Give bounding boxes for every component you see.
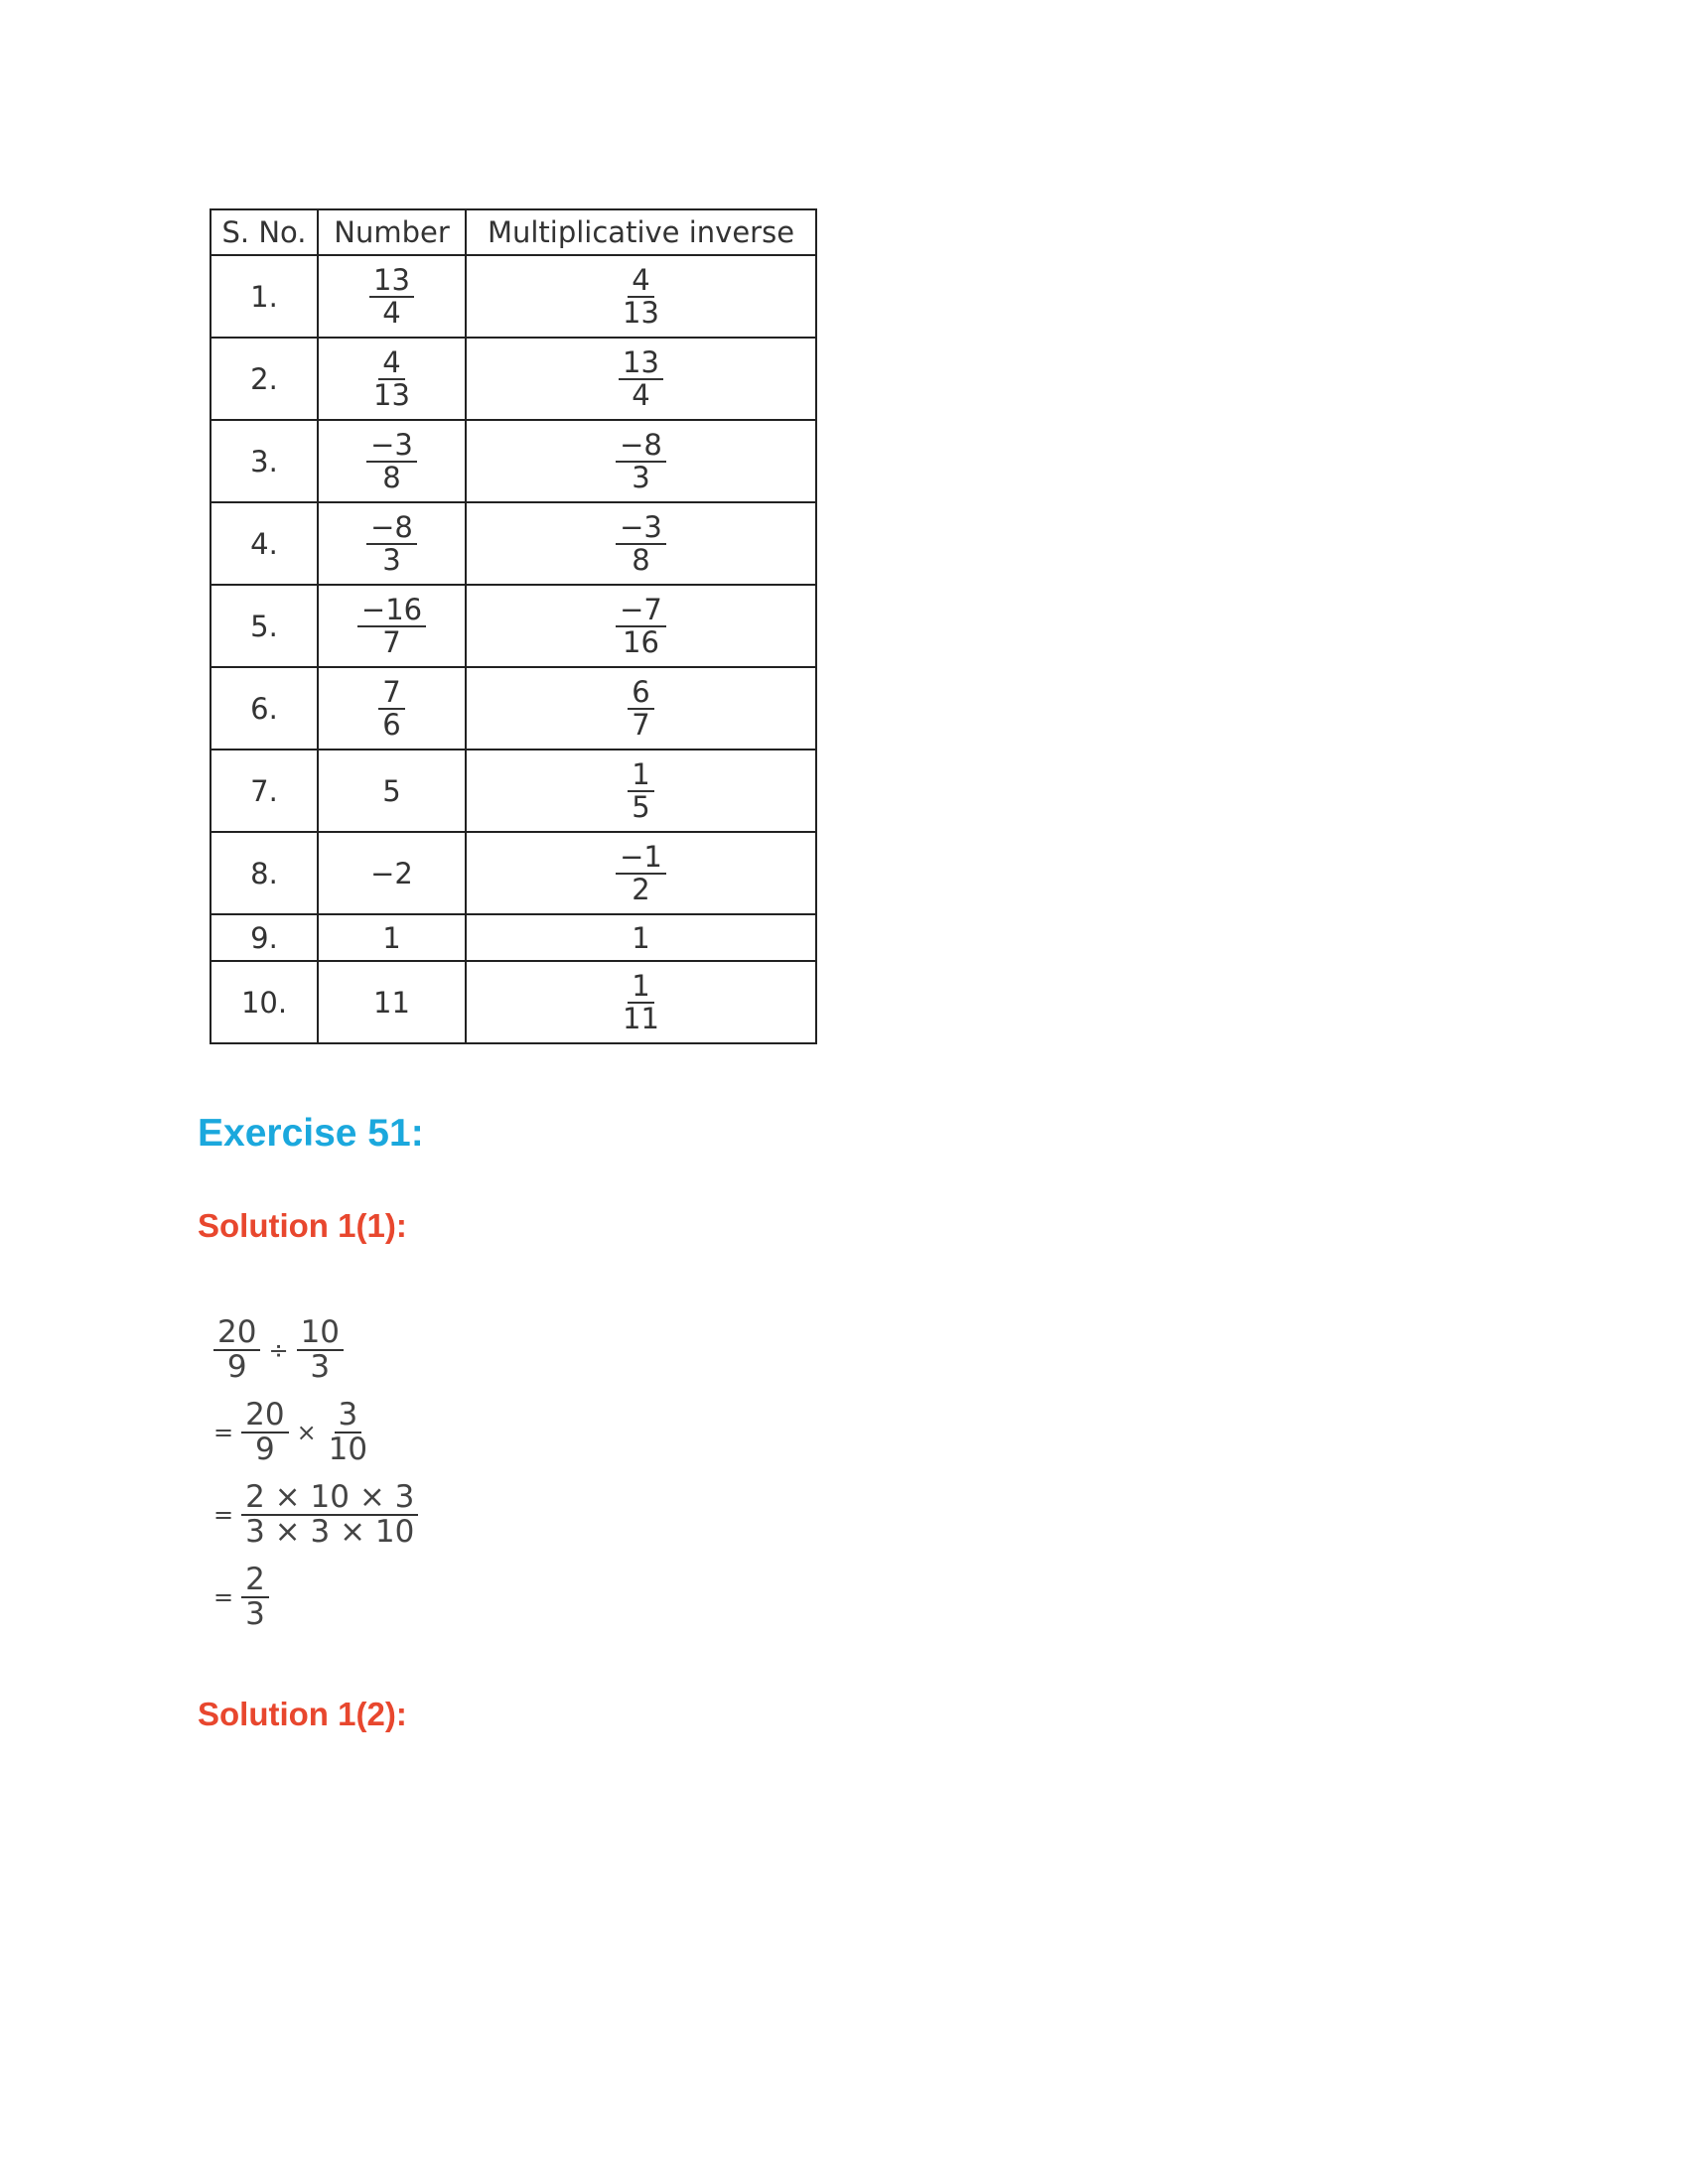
fraction	[378, 677, 404, 740]
fraction	[297, 1313, 344, 1385]
fraction	[619, 347, 663, 410]
fraction	[619, 971, 663, 1033]
math-line-1	[213, 1308, 418, 1391]
multiplicative-inverse-table	[210, 208, 817, 1044]
table-row	[211, 585, 816, 667]
sno-cell: 5.	[211, 585, 318, 667]
fraction	[616, 595, 666, 657]
numerator: 1	[628, 759, 653, 791]
fraction	[213, 1313, 260, 1385]
inverse-cell	[466, 832, 816, 914]
denominator: 7	[632, 707, 650, 742]
numerator: −3	[366, 430, 417, 462]
solution-1-1-heading: Solution 1(1):	[198, 1207, 407, 1244]
denominator: 3	[632, 460, 650, 494]
inverse-cell	[466, 338, 816, 420]
denominator: 5	[632, 789, 650, 824]
inverse-cell	[466, 255, 816, 338]
exercise-heading: Exercise 51:	[198, 1112, 424, 1155]
inverse-cell: 1	[466, 914, 816, 961]
math-line-4	[213, 1556, 418, 1638]
table-row	[211, 750, 816, 832]
header-inverse: Multiplicative inverse	[466, 209, 816, 255]
numerator: −7	[616, 595, 666, 626]
denominator: 7	[382, 624, 401, 659]
numerator: 4	[378, 347, 404, 379]
table-row	[211, 961, 816, 1043]
sno-cell: 10.	[211, 961, 318, 1043]
equals: =	[213, 1582, 234, 1611]
sno-cell: 7.	[211, 750, 318, 832]
numerator: 13	[619, 347, 663, 379]
sno-cell: 1.	[211, 255, 318, 338]
denominator: 8	[382, 460, 401, 494]
numerator: −16	[357, 595, 426, 626]
sno-cell: 3.	[211, 420, 318, 502]
numerator: −8	[616, 430, 666, 462]
number-cell	[318, 420, 466, 502]
sno-cell: 4.	[211, 502, 318, 585]
denominator: 13	[623, 295, 659, 330]
denominator: 11	[623, 1001, 659, 1035]
number-cell	[318, 255, 466, 338]
numerator: 20	[241, 1399, 288, 1433]
number-cell: 1	[318, 914, 466, 961]
fraction	[325, 1396, 371, 1467]
header-sno: S. No.	[211, 209, 318, 255]
math-line-3	[213, 1473, 418, 1556]
denominator: 10	[328, 1431, 368, 1467]
number-cell	[318, 338, 466, 420]
number-cell: 11	[318, 961, 466, 1043]
number-cell	[318, 502, 466, 585]
fraction	[628, 677, 653, 740]
inverse-cell	[466, 585, 816, 667]
header-number: Number	[318, 209, 466, 255]
table-row	[211, 255, 816, 338]
table-row	[211, 420, 816, 502]
numerator: −1	[616, 842, 666, 874]
inverse-cell	[466, 502, 816, 585]
fraction	[616, 430, 666, 492]
denominator: 4	[382, 295, 401, 330]
fraction	[241, 1396, 288, 1467]
equals: =	[213, 1500, 234, 1529]
numerator: 2	[241, 1564, 269, 1598]
sno-cell: 8.	[211, 832, 318, 914]
fraction	[241, 1478, 418, 1550]
table-row	[211, 832, 816, 914]
sno-cell: 2.	[211, 338, 318, 420]
solution-1-2-heading: Solution 1(2):	[198, 1696, 407, 1732]
fraction	[241, 1561, 269, 1632]
numerator: 2 × 10 × 3	[241, 1481, 418, 1516]
numerator: −8	[366, 512, 417, 544]
fraction	[369, 265, 414, 328]
number-cell: 5	[318, 750, 466, 832]
inverse-cell	[466, 961, 816, 1043]
denominator: 3	[382, 542, 401, 577]
number-cell	[318, 585, 466, 667]
math-line-2	[213, 1391, 418, 1473]
numerator: 6	[628, 677, 653, 709]
solution-math	[213, 1308, 418, 1638]
fraction	[619, 265, 663, 328]
denominator: 3 × 3 × 10	[245, 1513, 415, 1550]
numerator: −3	[616, 512, 666, 544]
operator: ×	[296, 1418, 317, 1446]
denominator: 16	[623, 624, 659, 659]
fraction	[616, 842, 666, 904]
fraction	[366, 512, 417, 575]
sno-cell: 9.	[211, 914, 318, 961]
fraction	[357, 595, 426, 657]
inverse-cell	[466, 667, 816, 750]
denominator: 9	[254, 1431, 275, 1467]
numerator: 4	[628, 265, 653, 297]
fraction	[628, 759, 653, 822]
denominator: 2	[632, 872, 650, 906]
table-row	[211, 667, 816, 750]
equals: =	[213, 1418, 234, 1446]
denominator: 13	[373, 377, 410, 412]
inverse-cell	[466, 420, 816, 502]
inverse-cell	[466, 750, 816, 832]
sno-cell: 6.	[211, 667, 318, 750]
table-row	[211, 502, 816, 585]
operator: ÷	[268, 1335, 289, 1364]
denominator: 4	[632, 377, 650, 412]
fraction	[366, 430, 417, 492]
numerator: 1	[628, 971, 653, 1003]
number-cell	[318, 667, 466, 750]
denominator: 3	[245, 1595, 265, 1632]
denominator: 8	[632, 542, 650, 577]
numerator: 3	[335, 1399, 362, 1433]
numerator: 7	[378, 677, 404, 709]
denominator: 9	[226, 1348, 247, 1385]
fraction	[616, 512, 666, 575]
denominator: 6	[382, 707, 401, 742]
fraction	[369, 347, 414, 410]
denominator: 3	[310, 1348, 331, 1385]
numerator: 10	[297, 1316, 344, 1351]
table-row	[211, 914, 816, 961]
numerator: 20	[213, 1316, 260, 1351]
numerator: 13	[369, 265, 414, 297]
number-cell: −2	[318, 832, 466, 914]
table-row	[211, 338, 816, 420]
